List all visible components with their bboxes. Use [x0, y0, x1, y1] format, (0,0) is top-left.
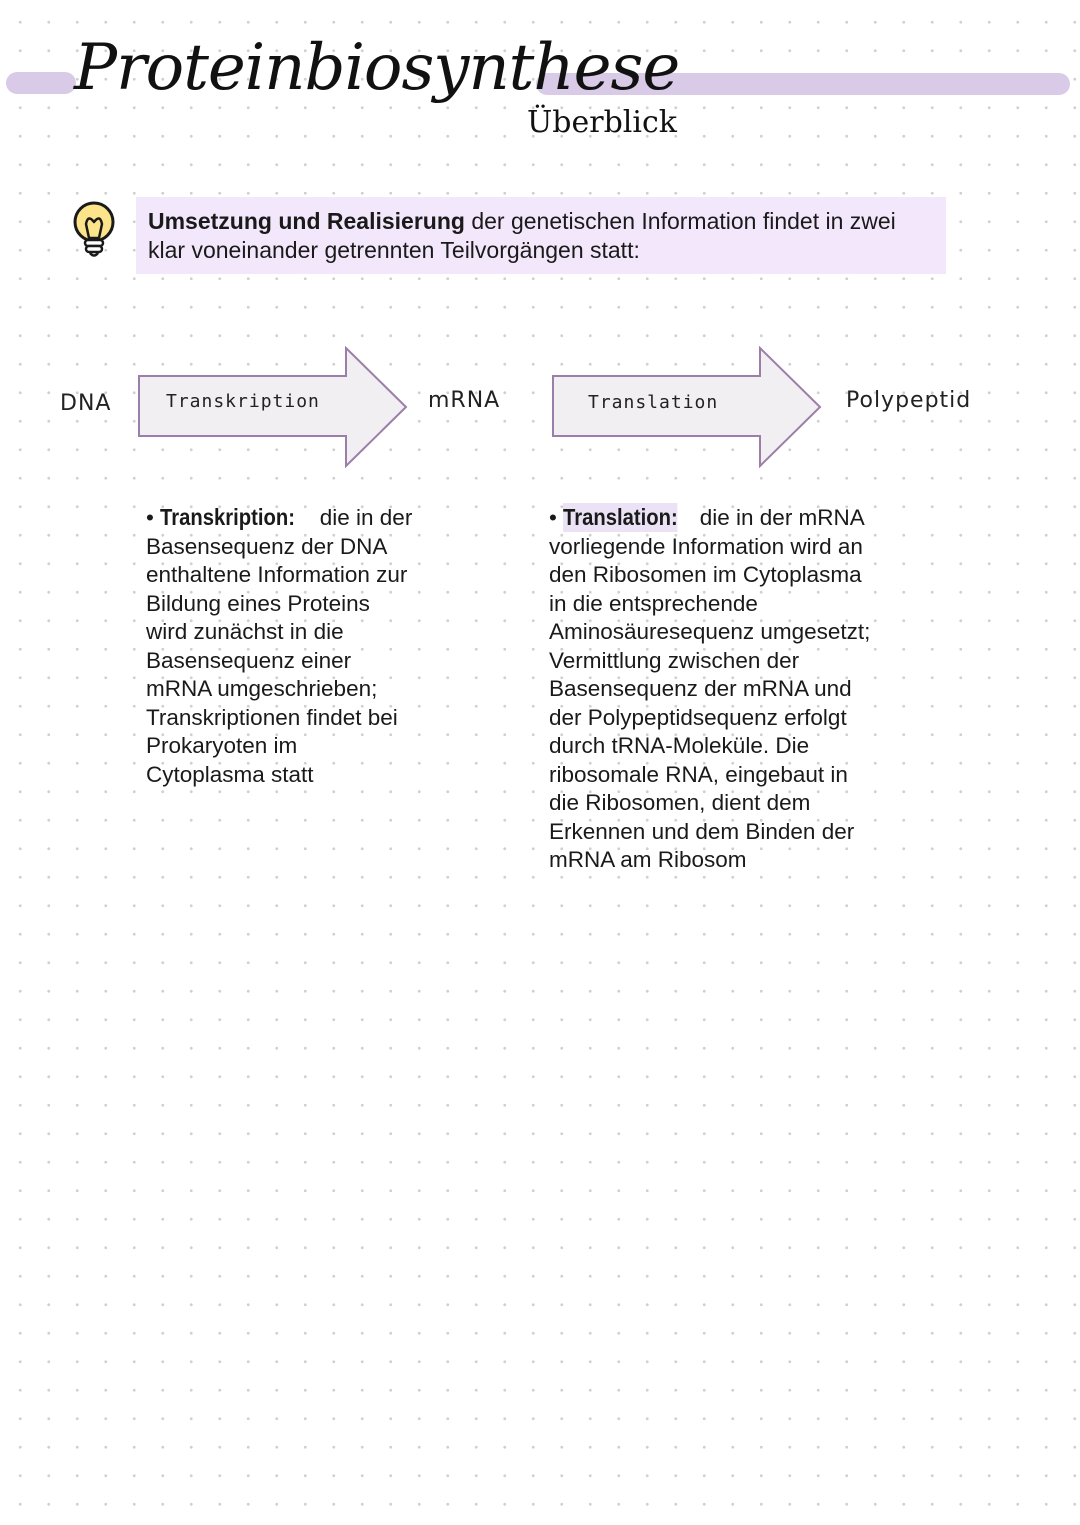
page-subtitle: Überblick [527, 105, 677, 140]
translation-text: die in der mRNA vorliegende Information wird an den Ribosomen im Cytoplasma in die entsprechende Aminosäuresequenz umgesetzt; Vermittlung zwischen der Basensequenz der mRNA und der Polypeptidsequenz erfolgt durch tRNA-Moleküle. Die ribosomale RNA, eingebaut in die Ribosomen, dient dem Erkennen und dem Binden der mRNA am Ribosom [549, 505, 871, 872]
transcription-term: Transkription: [160, 504, 296, 530]
intro-bold: Umsetzung und Realisierung [148, 208, 465, 234]
lightbulb-icon [66, 200, 122, 262]
transcription-description [146, 503, 416, 789]
intro-text: der genetischen Information findet in zwei klar voneinander getrennten Teilvorgängen statt: [148, 208, 896, 263]
bullet: • [146, 505, 161, 530]
title-underline-left [6, 72, 76, 94]
flow-dna: DNA [60, 391, 112, 416]
bullet: • [549, 505, 564, 530]
page-title: Proteinbiosynthese [74, 31, 680, 105]
translation-term: Translation: [563, 504, 678, 530]
transcription-text: die in der Basensequenz der DNA enthaltene Information zur Bildung eines Proteins wird zunächst in die Basensequenz einer mRNA umgeschrieben; Transkriptionen findet bei Prokaryoten im Cytoplasma statt [146, 505, 413, 787]
translation-description [549, 503, 879, 875]
flow-polypeptid: Polypeptid [846, 388, 972, 413]
intro-box [136, 197, 946, 274]
flow-step-transcription: Transkription [166, 391, 320, 412]
flow-mrna: mRNA [428, 388, 501, 413]
flow-step-translation: Translation [588, 392, 719, 413]
